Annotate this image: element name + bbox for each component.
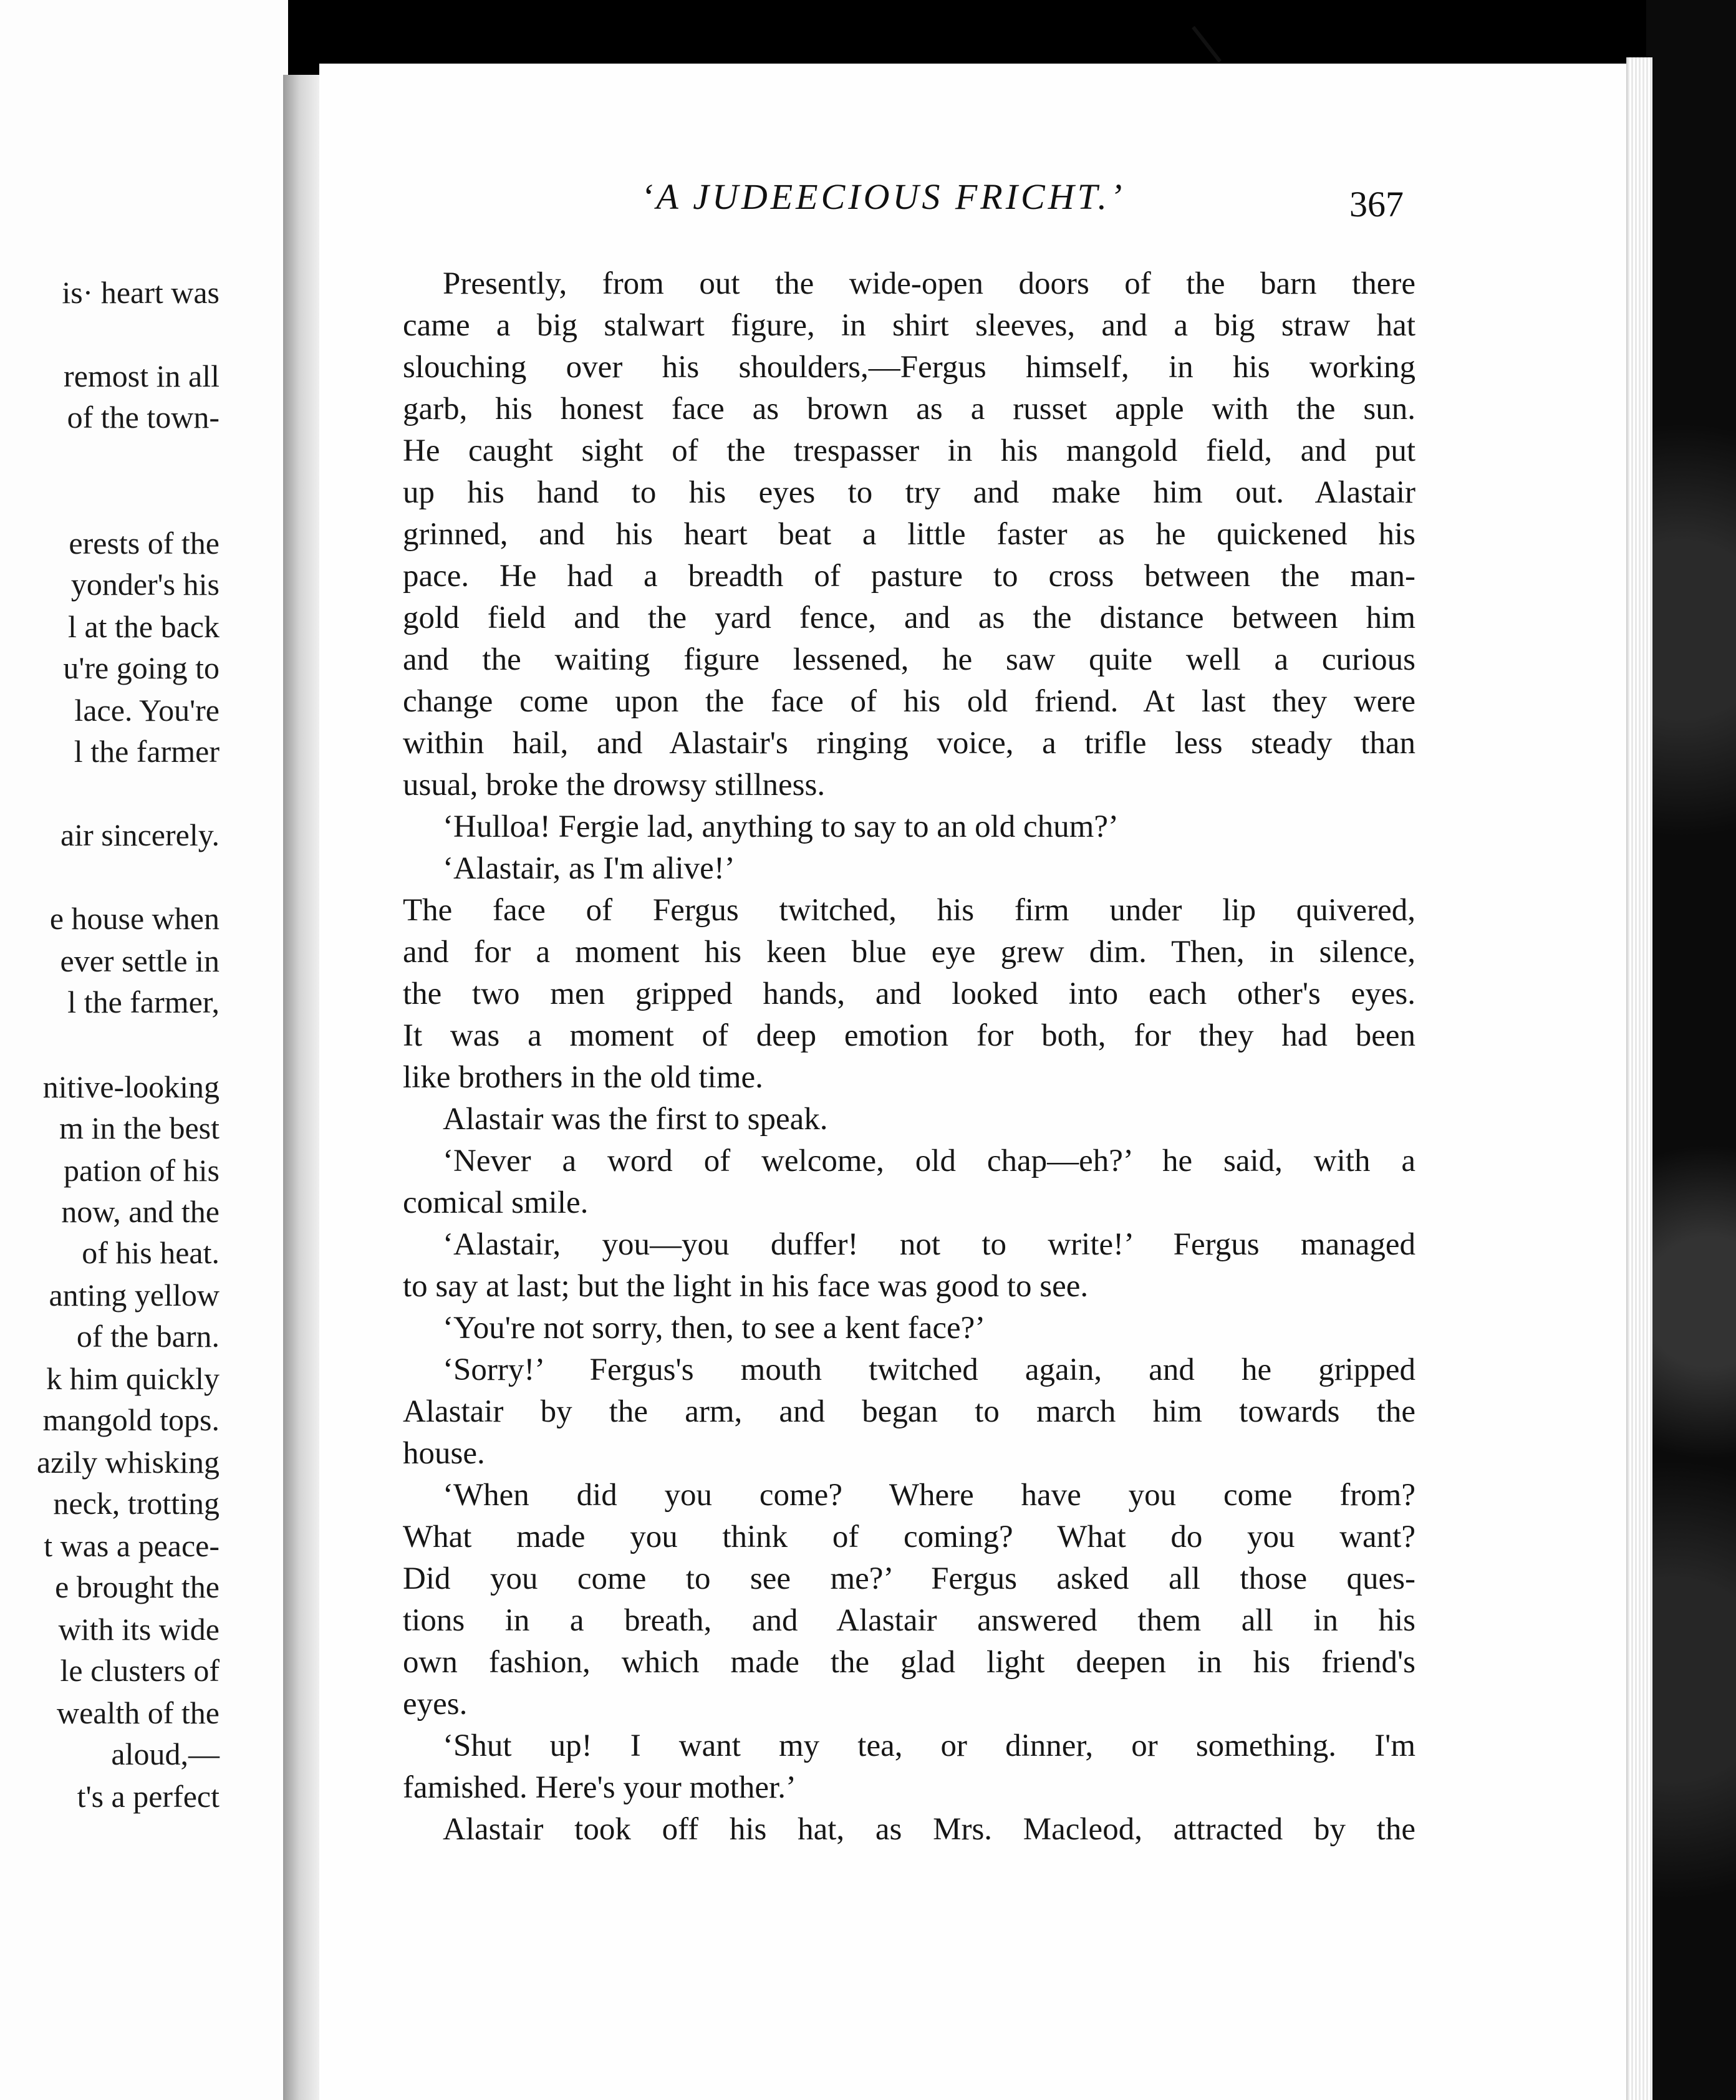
left-line: yonder's his — [70, 567, 219, 602]
left-line: of his heat. — [82, 1235, 219, 1270]
text-line: comical smile. — [403, 1185, 589, 1220]
text-line: change come upon the face of his old friend. At last they were — [403, 684, 1415, 719]
text-line: It was a moment of deep emotion for both, for they had been — [403, 1018, 1415, 1053]
text-line: Alastair by the arm, and began to march him towards the — [403, 1394, 1415, 1429]
text-line: eyes. — [403, 1687, 468, 1722]
text-line: ‘Alastair, as I'm alive!’ — [443, 851, 735, 886]
text-line: own fashion, which made the glad light deepen in his friend's — [403, 1645, 1415, 1680]
text-line: the two men gripped hands, and looked into each other's eyes. — [403, 976, 1415, 1011]
left-line: l the farmer — [74, 734, 219, 769]
running-title: ‘A JUDEECIOUS FRICHT.’ — [641, 176, 1126, 217]
left-line: m in the best — [59, 1110, 219, 1145]
text-line: Alastair took off his hat, as Mrs. Macleod, attracted by the — [443, 1812, 1415, 1847]
left-facing-page — [0, 0, 288, 2100]
left-line: t was a peace- — [44, 1528, 219, 1563]
left-line: air sincerely. — [60, 817, 219, 852]
left-line: erests of the — [69, 526, 219, 561]
text-line: pace. He had a breadth of pasture to cross between the man- — [403, 559, 1415, 594]
left-line: with its wide — [58, 1612, 219, 1647]
gutter-shadow — [283, 75, 319, 2100]
left-line: pation of his — [64, 1153, 219, 1188]
left-line: le clusters of — [60, 1653, 219, 1688]
text-line: ‘Hulloa! Fergie lad, anything to say to an old chum?’ — [443, 809, 1119, 844]
left-line: l at the back — [68, 609, 219, 644]
left-line: lace. You're — [74, 693, 219, 728]
text-line: within hail, and Alastair's ringing voice, a trifle less steady than — [403, 726, 1415, 761]
page-edges — [1626, 57, 1652, 2100]
left-line: now, and the — [61, 1194, 219, 1229]
dark-background — [1646, 0, 1736, 2100]
text-line: What made you think of coming? What do you want? — [403, 1520, 1415, 1554]
body-text — [403, 263, 1415, 1851]
text-line: ‘When did you come? Where have you come from? — [443, 1478, 1415, 1513]
left-line: aloud,— — [111, 1736, 219, 1771]
text-line: Presently, from out the wide-open doors of the barn there — [443, 266, 1415, 301]
text-line: up his hand to his eyes to try and make him out. Alastair — [403, 475, 1415, 510]
left-line: t's a perfect — [77, 1779, 219, 1814]
text-line: tions in a breath, and Alastair answered them all in his — [403, 1603, 1415, 1638]
text-line: garb, his honest face as brown as a russet apple with the sun. — [403, 392, 1415, 426]
text-line: famished. Here's your mother.’ — [403, 1770, 796, 1805]
text-line: ‘Sorry!’ Fergus's mouth twitched again, and he gripped — [443, 1352, 1415, 1387]
left-line: l the farmer, — [67, 985, 219, 1019]
text-line: ‘Alastair, you—you duffer! not to write!’ Fergus managed — [443, 1227, 1415, 1262]
text-line: Alastair was the first to speak. — [443, 1102, 828, 1137]
text-line: and for a moment his keen blue eye grew dim. Then, in silence, — [403, 935, 1415, 970]
left-line: mangold tops. — [42, 1402, 219, 1437]
text-line: grinned, and his heart beat a little faster as he quickened his — [403, 517, 1415, 552]
text-line: and the waiting figure lessened, he saw quite well a curious — [403, 642, 1415, 677]
text-line: house. — [403, 1436, 485, 1471]
left-line: k him quickly — [46, 1361, 219, 1396]
left-line: e brought the — [55, 1569, 219, 1604]
left-line: wealth of the — [56, 1695, 219, 1730]
page-number: 367 — [1349, 184, 1404, 224]
left-line: neck, trotting — [53, 1486, 219, 1521]
left-line: u're going to — [63, 650, 219, 685]
text-line: The face of Fergus twitched, his firm under lip quivered, — [403, 893, 1415, 928]
left-line: of the town- — [67, 400, 219, 435]
text-line: He caught sight of the trespasser in his mangold field, and put — [403, 433, 1415, 468]
text-line: ‘You're not sorry, then, to see a kent face?’ — [443, 1311, 986, 1346]
text-line: gold field and the yard fence, and as the distance between him — [403, 600, 1415, 635]
left-line: azily whisking — [36, 1445, 219, 1480]
text-line: ‘Never a word of welcome, old chap—eh?’ he said, with a — [443, 1144, 1415, 1178]
text-line: ‘Shut up! I want my tea, or dinner, or something. I'm — [443, 1728, 1415, 1763]
text-line: slouching over his shoulders,—Fergus himself, in his working — [403, 350, 1415, 385]
left-line: ever settle in — [60, 943, 219, 978]
text-line: came a big stalwart figure, in shirt sleeves, and a big straw hat — [403, 308, 1415, 343]
text-line: Did you come to see me?’ Fergus asked all those ques- — [403, 1561, 1415, 1596]
left-line: anting yellow — [49, 1278, 219, 1312]
left-line: remost in all — [64, 359, 219, 393]
left-line: nitive-looking — [42, 1069, 219, 1104]
corner-mark — [1192, 26, 1222, 63]
left-line: of the barn. — [76, 1319, 219, 1354]
text-line: like brothers in the old time. — [403, 1060, 763, 1095]
left-line: e house when — [49, 901, 219, 936]
text-line: usual, broke the drowsy stillness. — [403, 768, 826, 802]
left-line: is· heart was — [62, 275, 219, 310]
text-line: to say at last; but the light in his face was good to see. — [403, 1269, 1089, 1304]
